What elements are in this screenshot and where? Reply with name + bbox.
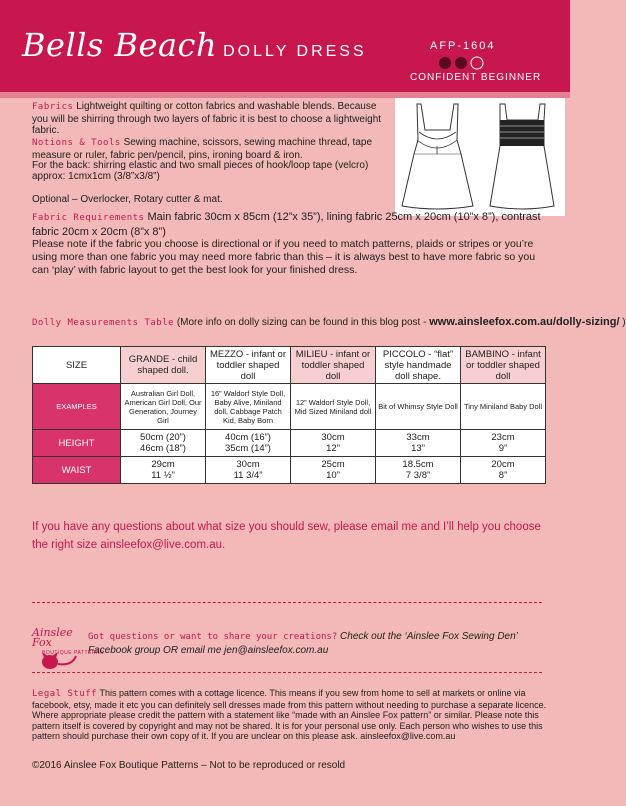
title-caps: DOLLY DRESS (223, 43, 367, 60)
facebook-group-text (88, 630, 548, 658)
logo-text: Ainslee Fox (32, 626, 73, 649)
table-row (33, 347, 546, 384)
height-cell: 40cm (16”) 35cm (14”) (206, 430, 291, 457)
waist-cell: 25cm 10” (291, 457, 376, 484)
waist-cell: 20cm 8” (461, 457, 546, 484)
group-label: Got questions or want to share your creations? (88, 632, 338, 642)
back-notions-text: For the back: shirring elastic and two small pieces of hook/loop tape (velcro) (32, 160, 369, 171)
fabric-note: Please note if the fabric you choose is directional or if you need to match patterns, plaids or stripes or you’re using more than one fabric you may need more fabric than this – it is always best to have more fabric so you can ‘play’ with fabric layout to get the best look for your finished dress. (32, 238, 536, 276)
pattern-title (22, 26, 367, 64)
group-text-2: Facebook group OR email me jen@ainsleefox.com.au (88, 645, 329, 656)
skill-level: CONFIDENT BEGINNER (410, 72, 542, 83)
logo-subtext: BOUTIQUE PATTERNS (42, 650, 104, 656)
waist-cell: 29cm 11 ½” (121, 457, 206, 484)
fabreq-label: Fabric Requirements (32, 213, 145, 223)
fabrics-label: Fabrics (32, 102, 74, 112)
copyright-notice: ©2016 Ainslee Fox Boutique Patterns – Not to be reproduced or resold (32, 760, 346, 771)
waist-cell: 30cm 11 3/4” (206, 457, 291, 484)
waist-cell: 18.5cm 7 3/8” (376, 457, 461, 484)
fabric-requirements (32, 210, 542, 239)
notions-text: Sewing machine, scissors, sewing machine thread, tape measure or ruler, fabric pen/pencil, pins, ironing board & iron. (32, 137, 373, 161)
size-cell: MILIEU - infant or toddler shaped doll (291, 347, 376, 384)
examples-cell: Australian Girl Doll, American Girl Doll, Our Generation, Journey Girl (121, 384, 206, 430)
size-cell: MEZZO - infant or toddler shaped doll (206, 347, 291, 384)
title-script: Bells Beach (22, 26, 218, 64)
fabrics-paragraph (32, 101, 392, 137)
row-label-waist: WAIST (33, 457, 121, 484)
dolly-measurements-table (32, 346, 546, 484)
table-row (33, 430, 546, 457)
dress-back-illustration (480, 98, 565, 216)
fabrics-text: Lightweight quilting or cotton fabrics and washable blends. Because you will be shirring through two layers of fabric it is best to choose a lightweight fabric. (32, 101, 382, 136)
row-label-examples: EXAMPLES (33, 384, 121, 430)
table-row (33, 384, 546, 430)
table-label: Dolly Measurements Table (32, 318, 175, 328)
height-cell: 33cm 13” (376, 430, 461, 457)
table-row (33, 457, 546, 484)
difficulty-icon (413, 56, 523, 70)
examples-cell: 16” Waldorf Style Doll, Baby Alive, Miniland doll, Cabbage Patch Kid, Baby Born (206, 384, 291, 430)
pattern-code: AFP-1604 (430, 40, 496, 52)
notions-paragraph (32, 137, 392, 161)
height-cell: 23cm 9” (461, 430, 546, 457)
approx-size-text: approx: 1cmx1cm (3/8”x3/8”) (32, 171, 160, 182)
dress-front-illustration (395, 98, 480, 216)
size-cell: GRANDE - child shaped doll. (121, 347, 206, 384)
group-text-1: Check out the ‘Ainslee Fox Sewing Den’ (340, 631, 518, 642)
table-title (32, 316, 626, 328)
size-cell: PICCOLO - “flat” style handmade doll shape. (376, 347, 461, 384)
legal-text: This pattern comes with a cottage licence. This means if you sew from home to sell at markets or online via facebook, etsy, made it etc you can definitely sell dresses made from this pattern without needing to purchase a separate licence. Where appropriate please credit the pattern with a statement like “made with an Ainslee Fox pattern” or similar. Please note this pattern itself is covered by copyright and may not be shared. It is for your personal use only. Each person who wishes to use this pattern should purchase their own copy of it. If you are unclear on this please ask. ainsleefox@live.com.au (32, 688, 547, 741)
size-cell: BAMBINO - infant or toddler shaped doll (461, 347, 546, 384)
dolly-sizing-link[interactable]: www.ainsleefox.com.au/dolly-sizing/ (429, 316, 620, 328)
row-label-size: SIZE (33, 347, 121, 384)
fabreq-text: Main fabric 30cm x 85cm (12”x 35”), lining fabric 25cm x 20cm (10”x 8”), contrast fabric 20cm x 20cm (8”x 8”) (32, 211, 541, 238)
table-note: (More info on dolly sizing can be found in this blog post - (176, 317, 427, 328)
examples-cell: Bit of Whimsy Style Doll (376, 384, 461, 430)
table-note-close: ) (622, 317, 626, 328)
examples-cell: Tiny Miniland Baby Doll (461, 384, 546, 430)
notions-label: Notions & Tools (32, 138, 121, 148)
height-cell: 50cm (20”) 46cm (18”) (121, 430, 206, 457)
height-cell: 30cm 12” (291, 430, 376, 457)
legal-label: Legal Stuff (32, 689, 98, 699)
optional-tools-text: Optional – Overlocker, Rotary cutter & mat. (32, 194, 223, 205)
questions-text: If you have any questions about what size you should sew, please email me and I’ll help you choose the right size ainsleefox@live.com.au. (32, 521, 541, 551)
divider (32, 672, 542, 673)
examples-cell: 12” Waldorf Style Doll, Mid Sized Miniland doll (291, 384, 376, 430)
legal-paragraph (32, 688, 552, 742)
row-label-height: HEIGHT (33, 430, 121, 457)
divider (32, 602, 542, 603)
